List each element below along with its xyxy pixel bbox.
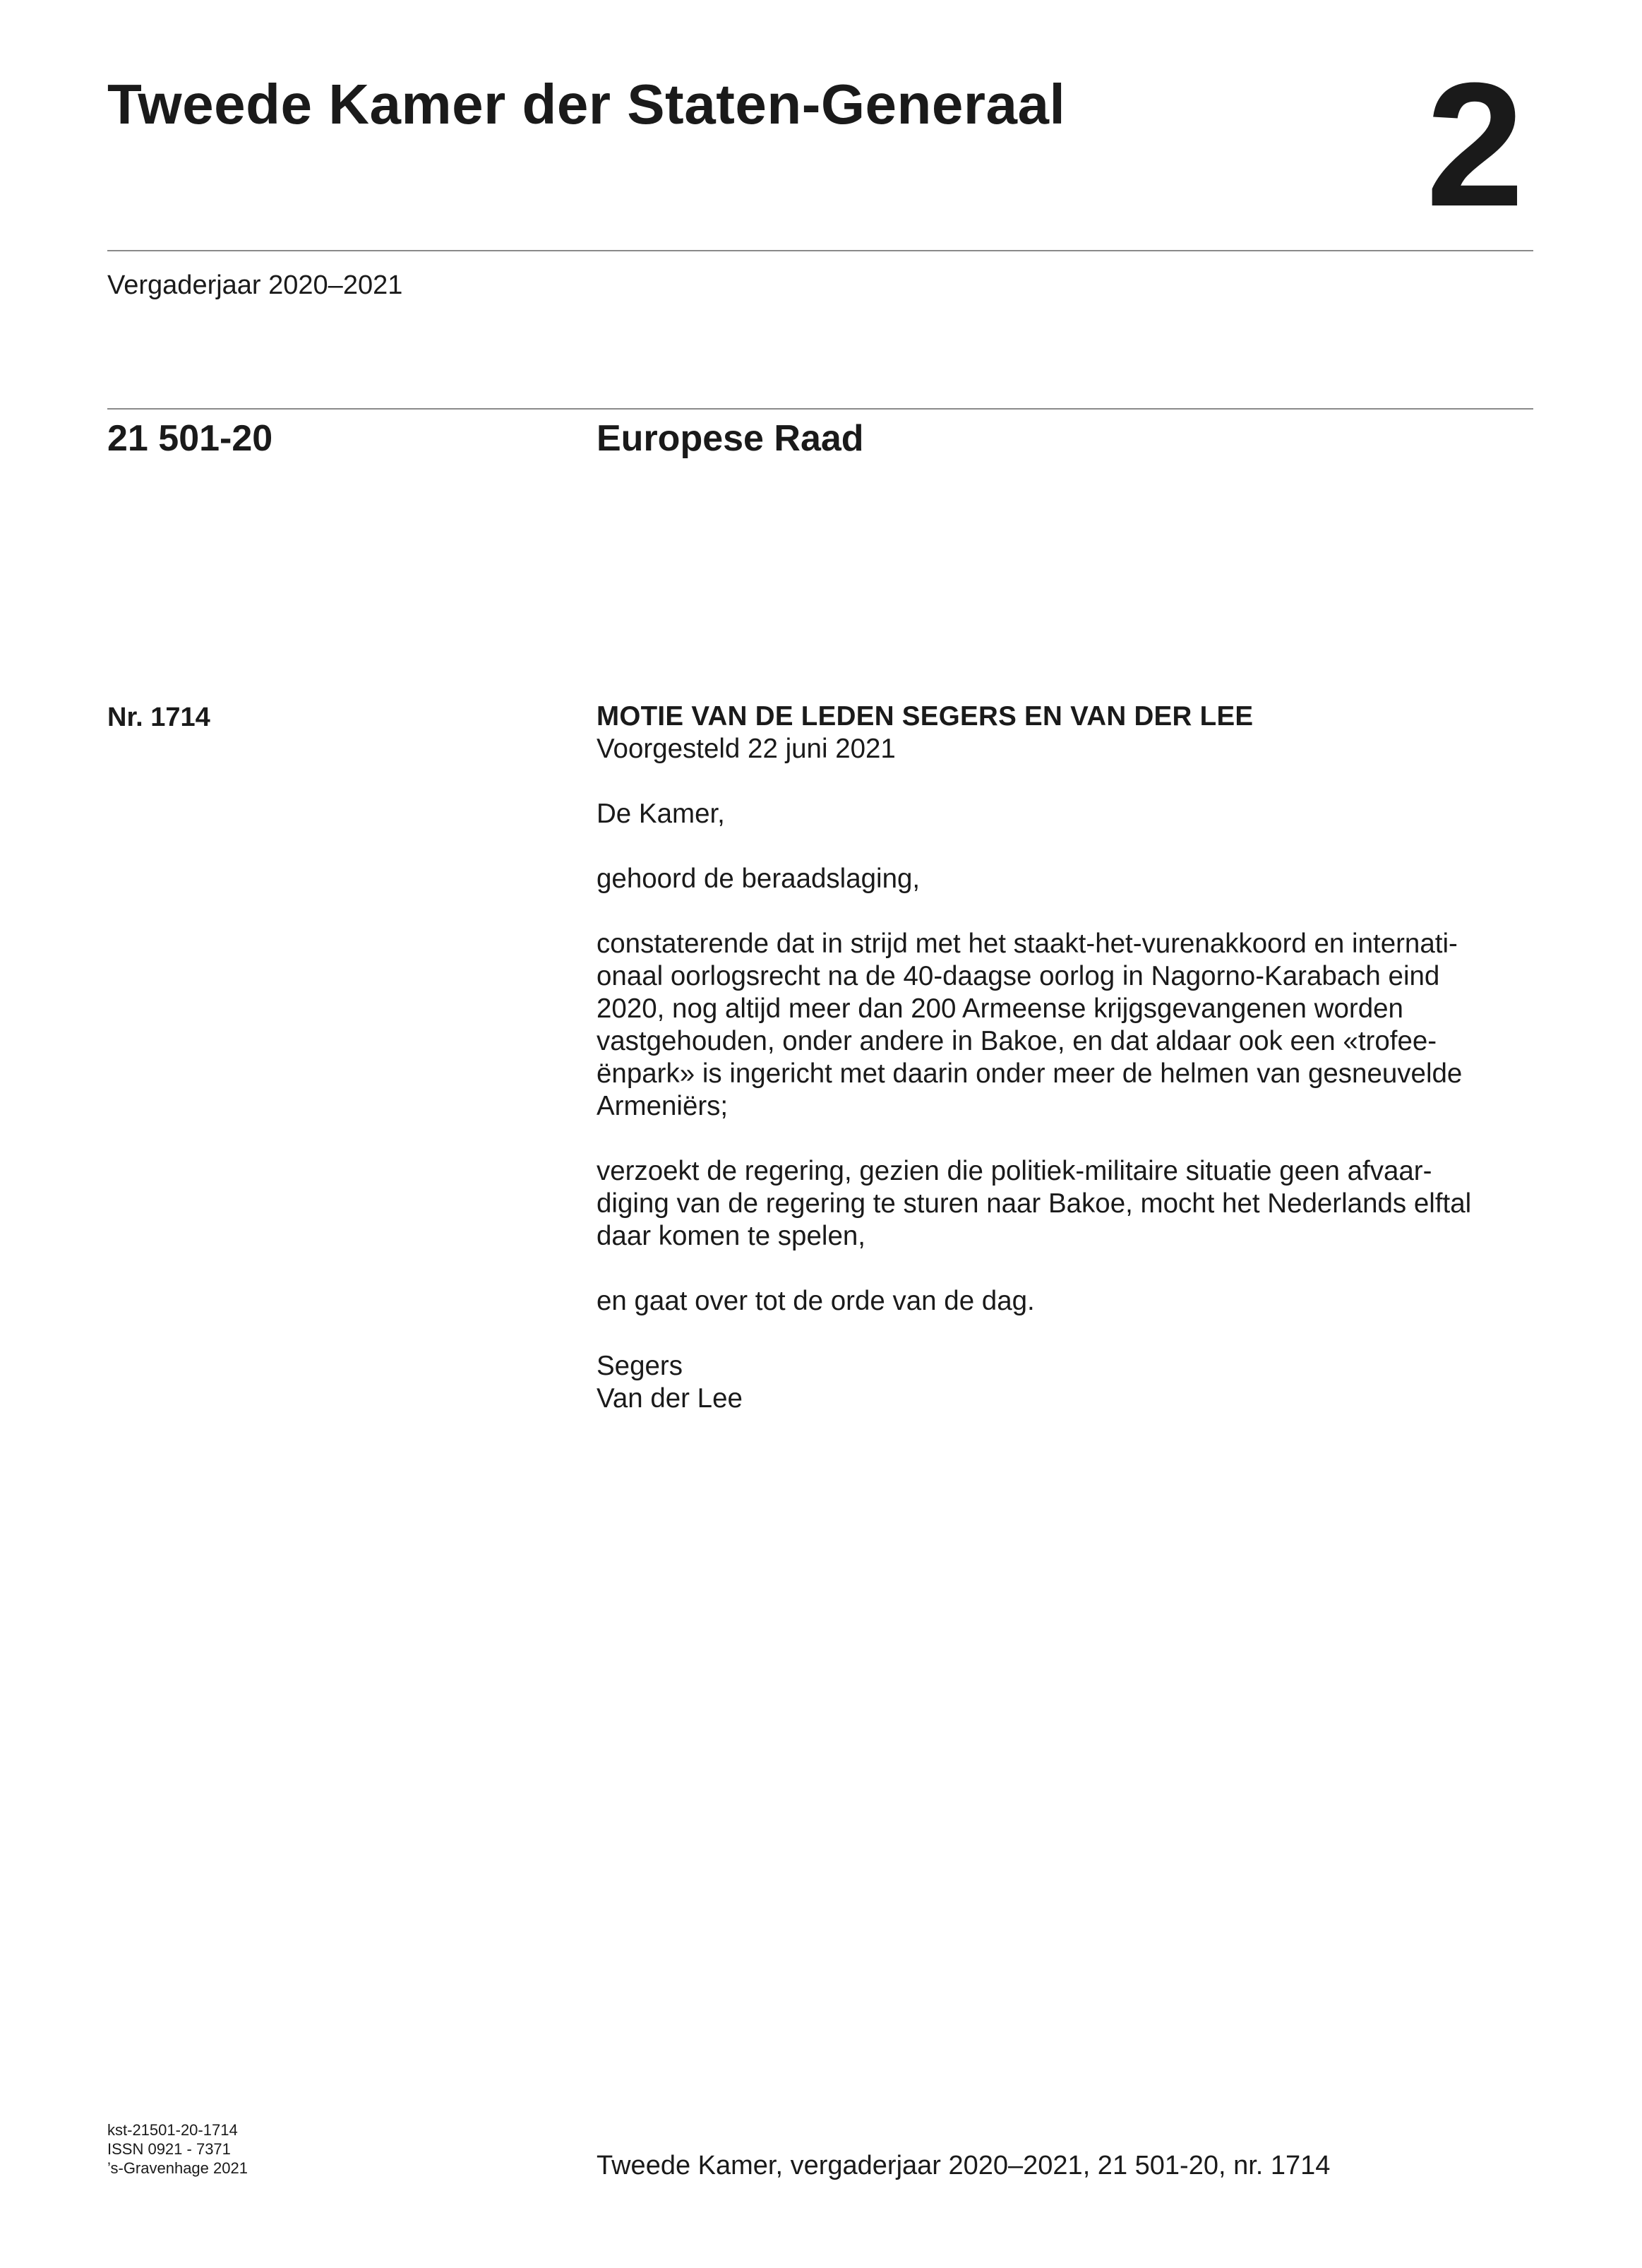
footer-citation: Tweede Kamer, vergaderjaar 2020–2021, 21 501-20, nr. 1714 — [597, 2151, 1331, 2180]
considering-line: onaal oorlogsrecht na de 40-daagse oorlog in Nagorno-Karabach eind — [597, 961, 1440, 991]
considering-line: vastgehouden, onder andere in Bakoe, en dat aldaar ook een «trofee- — [597, 1026, 1437, 1056]
footer-meta — [107, 2120, 248, 2178]
proposed-date: Voorgesteld 22 juni 2021 — [597, 734, 896, 764]
dossier-title: Europese Raad — [597, 418, 864, 459]
session-year: Vergaderjaar 2020–2021 — [107, 270, 403, 300]
salutation: De Kamer, — [597, 799, 725, 829]
request-line: daar komen te spelen, — [597, 1221, 865, 1251]
signatories — [597, 1350, 1542, 1415]
dossier-divider — [107, 408, 1533, 410]
page-number: 2 — [1426, 46, 1525, 243]
footer-meta-line: kst-21501-20-1714 — [107, 2121, 238, 2139]
motion-title: MOTIE VAN DE LEDEN SEGERS EN VAN DER LEE — [597, 701, 1254, 732]
request-line: verzoekt de regering, gezien die politiek-militaire situatie geen afvaar- — [597, 1156, 1432, 1186]
closing-clause: en gaat over tot de orde van de dag. — [597, 1286, 1035, 1316]
heard-clause: gehoord de beraadslaging, — [597, 864, 921, 894]
motion-body — [597, 700, 1542, 1415]
considering-line: 2020, nog altijd meer dan 200 Armeense krijgsgevangenen worden — [597, 993, 1403, 1024]
signatory-name: Van der Lee — [597, 1383, 743, 1414]
considering-clause — [597, 928, 1542, 1123]
footer-meta-line: ISSN 0921 - 7371 — [107, 2140, 231, 2158]
considering-line: Armeniërs; — [597, 1091, 729, 1121]
footer-meta-line: ’s-Gravenhage 2021 — [107, 2159, 248, 2177]
request-clause — [597, 1155, 1542, 1253]
header-divider — [107, 250, 1533, 251]
considering-line: constaterende dat in strijd met het staakt-het-vurenakkoord en internati- — [597, 929, 1458, 959]
request-line: diging van de regering te sturen naar Bakoe, mocht het Nederlands elftal — [597, 1188, 1472, 1219]
dossier-number: 21 501-20 — [107, 418, 273, 459]
considering-line: ënpark» is ingericht met daarin onder meer de helmen van gesneuvelde — [597, 1058, 1463, 1089]
signatory-name: Segers — [597, 1351, 683, 1381]
chamber-title: Tweede Kamer der Staten-Generaal — [107, 73, 1066, 136]
document-number: Nr. 1714 — [107, 703, 210, 732]
